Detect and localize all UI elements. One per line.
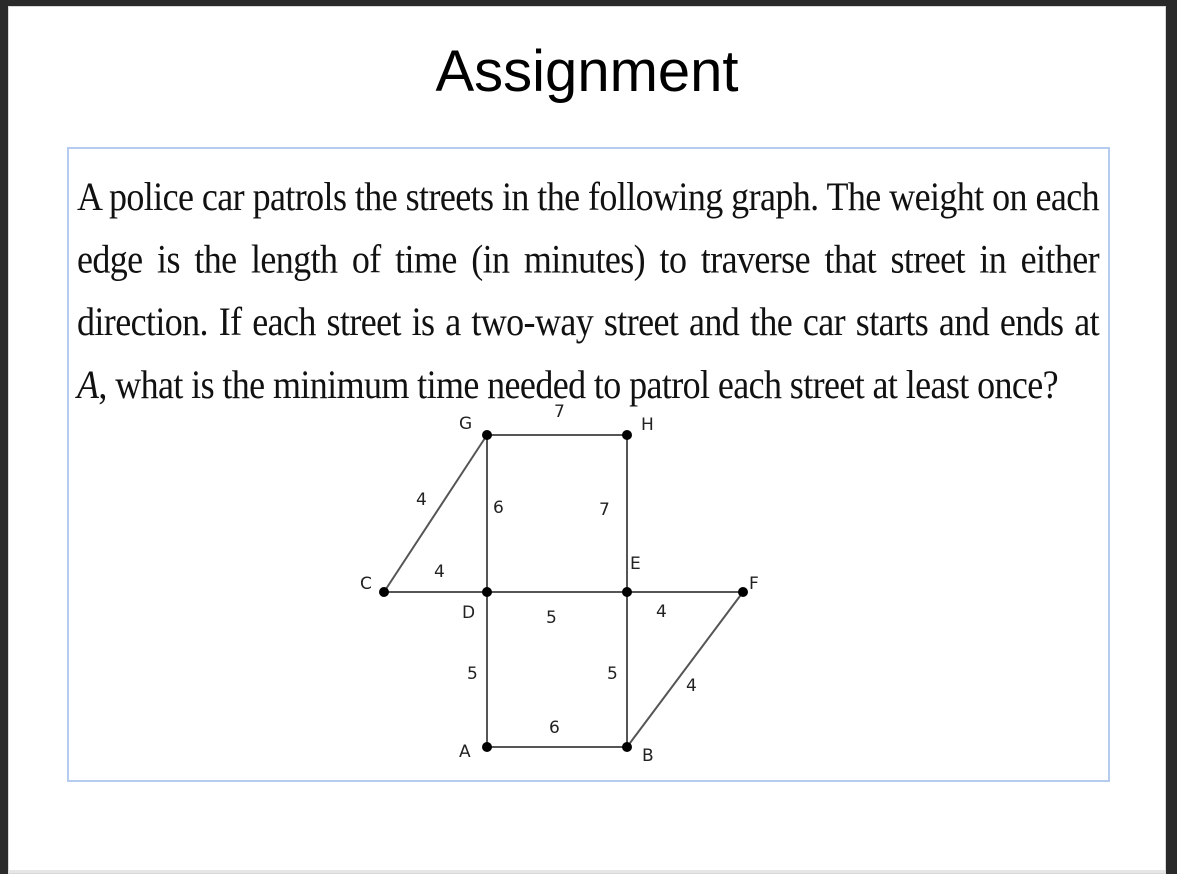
vertex-label-a: A (459, 742, 471, 762)
vertex-b (622, 742, 632, 752)
problem-text-part-1: A police car patrols the streets in the following graph. The weight on each edge is the length of time (in minutes) to traverse that street in either direction. If each street is a two-way street and the car starts and ends at (77, 173, 1099, 345)
edge-weight-a-b: 6 (549, 718, 560, 738)
slide (8, 6, 1166, 874)
vertex-e (622, 587, 632, 597)
edge-weight-g-d: 6 (493, 498, 504, 518)
vertex-label-d: D (462, 603, 476, 623)
vertex-label-f: F (749, 574, 759, 594)
vertex-label-e: E (630, 554, 641, 574)
edge-weight-c-g: 4 (416, 490, 427, 510)
edge-weight-d-a: 5 (467, 664, 478, 684)
edge-weight-g-h: 7 (554, 402, 565, 422)
start-vertex-variable: A (77, 362, 99, 407)
vertex-g (482, 430, 492, 440)
vertex-c (379, 587, 389, 597)
problem-text-part-2: , what is the minimum time needed to patrol each street at least once? (98, 362, 1059, 407)
edge-weight-e-b: 5 (607, 664, 618, 684)
vertex-label-b: B (642, 746, 654, 766)
graph-edges (384, 435, 743, 747)
vertex-h (622, 430, 632, 440)
edge-weight-f-b: 4 (686, 676, 697, 696)
vertex-label-c: C (360, 574, 372, 594)
graph-labels (360, 402, 759, 766)
edge-weight-d-e: 5 (546, 608, 557, 628)
vertex-d (482, 587, 492, 597)
vertex-label-h: H (641, 415, 654, 435)
edge-weight-h-e: 7 (599, 500, 610, 520)
edge-weight-e-f: 4 (656, 602, 667, 622)
vertex-a (482, 742, 492, 752)
slide-title: Assignment (435, 39, 739, 104)
edge-f-b (627, 592, 743, 747)
vertex-label-g: G (459, 414, 473, 434)
problem-box (67, 147, 1110, 782)
vertex-f (738, 587, 748, 597)
edge-weight-c-d: 4 (434, 562, 445, 582)
street-graph (69, 149, 1108, 780)
